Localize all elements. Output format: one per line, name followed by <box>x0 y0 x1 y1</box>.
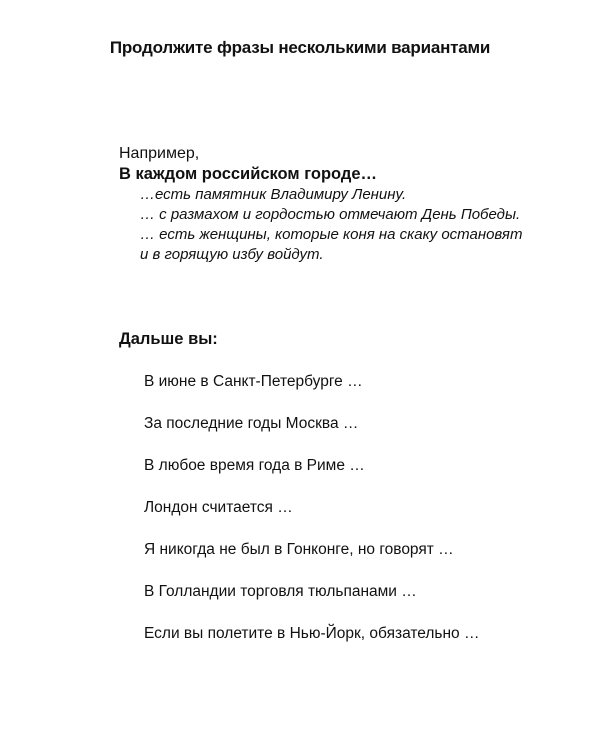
example-intro: Например, <box>119 145 200 162</box>
task-item: Лондон считается … <box>144 499 293 516</box>
task-item: Я никогда не был в Гонконге, но говорят … <box>144 541 454 558</box>
task-item: В Голландии торговля тюльпанами … <box>144 583 417 600</box>
example-item: … есть женщины, которые коня на скаку остановят и в горящую избу войдут. <box>140 226 523 263</box>
example-block <box>119 144 559 265</box>
task-item: В июне в Санкт-Петербурге … <box>144 373 363 390</box>
example-item: … с размахом и гордостью отмечают День Победы. <box>140 206 521 223</box>
task-heading: Дальше вы: <box>119 330 218 348</box>
task-item: В любое время года в Риме … <box>144 457 365 474</box>
example-heading: В каждом российском городе… <box>119 165 378 183</box>
example-item: …есть памятник Владимиру Ленину. <box>140 186 407 203</box>
page-title: Продолжите фразы несколькими вариантами <box>109 38 491 57</box>
task-item: Если вы полетите в Нью-Йорк, обязательно … <box>144 625 480 642</box>
task-item: За последние годы Москва … <box>144 415 359 432</box>
task-list <box>144 372 574 666</box>
